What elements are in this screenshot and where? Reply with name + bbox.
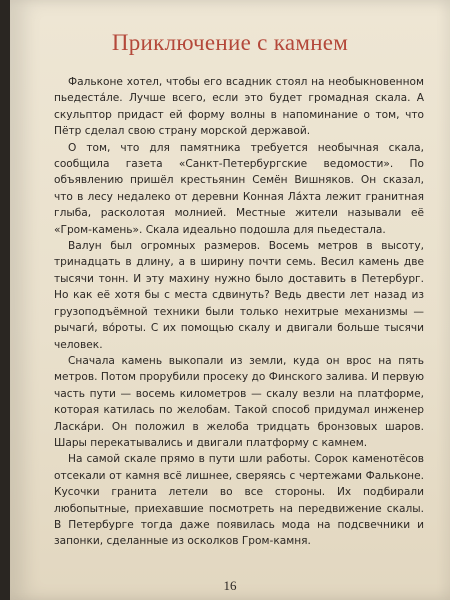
body-text: [54, 74, 424, 550]
paragraph: На самой скале прямо в пути шли работы. Сорок каменотёсов отсекали от камня всё лишнее, сверяясь с чертежами Фальконе. Кусочки гранита летели во все стороны. Их подбирали любопытные, приехавшие посмотреть на передвижение скалы. В Петербурге тогда даже появилась мода на подсвечники и запонки, сделанные из осколков Гром-камня.: [54, 453, 424, 548]
page-number: 16: [223, 578, 237, 593]
book-page: [10, 0, 450, 600]
paragraph: Фальконе хотел, чтобы его всадник стоял на необыкновенном пьедеста́ле. Лучше всего, если это будет громадная скала. А скульптор придаст ей форму волны в напоминание о том, что Пётр сделал свою страну морской державой.: [54, 76, 424, 138]
paragraph: Валун был огромных размеров. Восемь метров в высоту, тринадцать в длину, а в ширину почти семь. Весил камень две тысячи тонн. И эту махину нужно было доставить в Петербург. Но как её хотя бы с места сдвинуть? Ведь двести лет назад из грузоподъёмной техники были только нехитрые механизмы — рычаги́, во́роты. С их помощью скалу и двигали больше тысячи человек.: [54, 240, 424, 351]
paragraph: О том, что для памятника требуется необычная скала, сообщила газета «Санкт-Петербургские ведомости». По объявлению пришёл крестьянин Семён Вишняков. Он сказал, что в лесу недалеко от деревни Конная Ла́хта лежит гранитная глыба, расколотая молнией. Местные жители называли её «Гром-камень». Скала идеально подошла для пьедестала.: [54, 141, 424, 236]
paragraph: Сначала камень выкопали из земли, куда он врос на пять метров. Потом прорубили просеку до Финского залива. И первую часть пути — восемь километров — скалу везли на платформе, которая катилась по желобам. Такой способ придумал инженер Ласка́ри. Он положил в желоба тридцать бронзовых шаров. Шары перекатывались и двигали платформу с камнем.: [54, 354, 424, 449]
chapter-title: Приключение с камнем: [111, 30, 349, 55]
